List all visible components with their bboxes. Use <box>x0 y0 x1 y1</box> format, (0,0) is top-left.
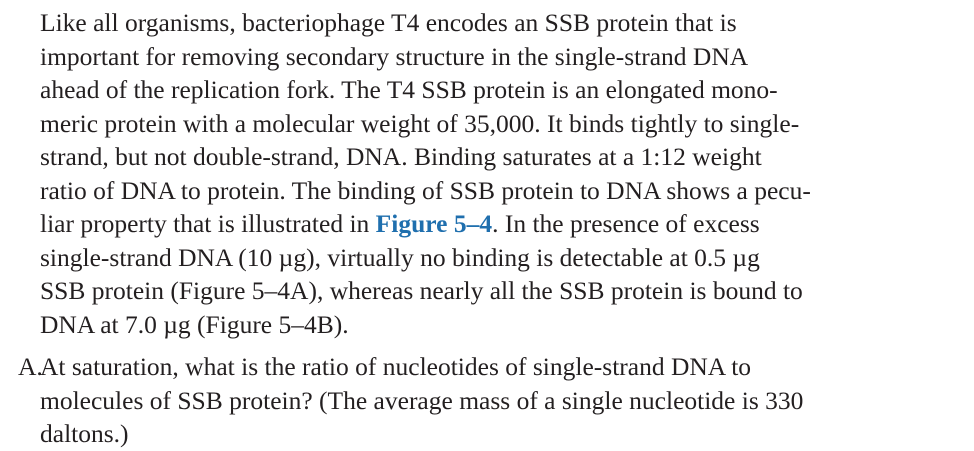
paragraph-line-text: liar property that is illustrated in <box>40 209 376 238</box>
question-line: At saturation, what is the ratio of nucleotides of single-strand DNA to <box>40 352 752 381</box>
paragraph-line: single-strand DNA (10 µg), virtually no binding is detectable at 0.5 µg <box>40 242 760 272</box>
paragraph-line: meric protein with a molecular weight of 35,000. It binds tightly to single- <box>40 108 800 138</box>
question-line: daltons.) <box>40 419 129 448</box>
paragraph-line-tail: . In the presence of excess <box>492 209 760 238</box>
paragraph-line: ratio of DNA to protein. The binding of SSB protein to DNA shows a pecu- <box>40 175 811 205</box>
paragraph-line: ahead of the replication fork. The T4 SSB protein is an elongated mono- <box>40 75 778 104</box>
question-line: molecules of SSB protein? (The average mass of a single nucleotide is 330 <box>40 385 804 415</box>
body-paragraph <box>18 6 956 341</box>
figure-reference-link[interactable]: Figure 5–4 <box>375 209 493 238</box>
paragraph-line-with-figure-reference <box>40 207 956 241</box>
paragraph-line: important for removing secondary structure in the single-strand DNA <box>40 41 749 71</box>
question-label: A. <box>18 352 43 381</box>
paragraph-line: SSB protein (Figure 5–4A), whereas nearly all the SSB protein is bound to <box>40 276 803 305</box>
question-item-a <box>18 350 956 451</box>
paragraph-line: Like all organisms, bacteriophage T4 encodes an SSB protein that is <box>40 8 737 37</box>
paragraph-line: strand, but not double-strand, DNA. Binding saturates at a 1:12 weight <box>40 142 762 171</box>
question-text <box>40 350 956 451</box>
paragraph-line: DNA at 7.0 µg (Figure 5–4B). <box>40 309 349 339</box>
